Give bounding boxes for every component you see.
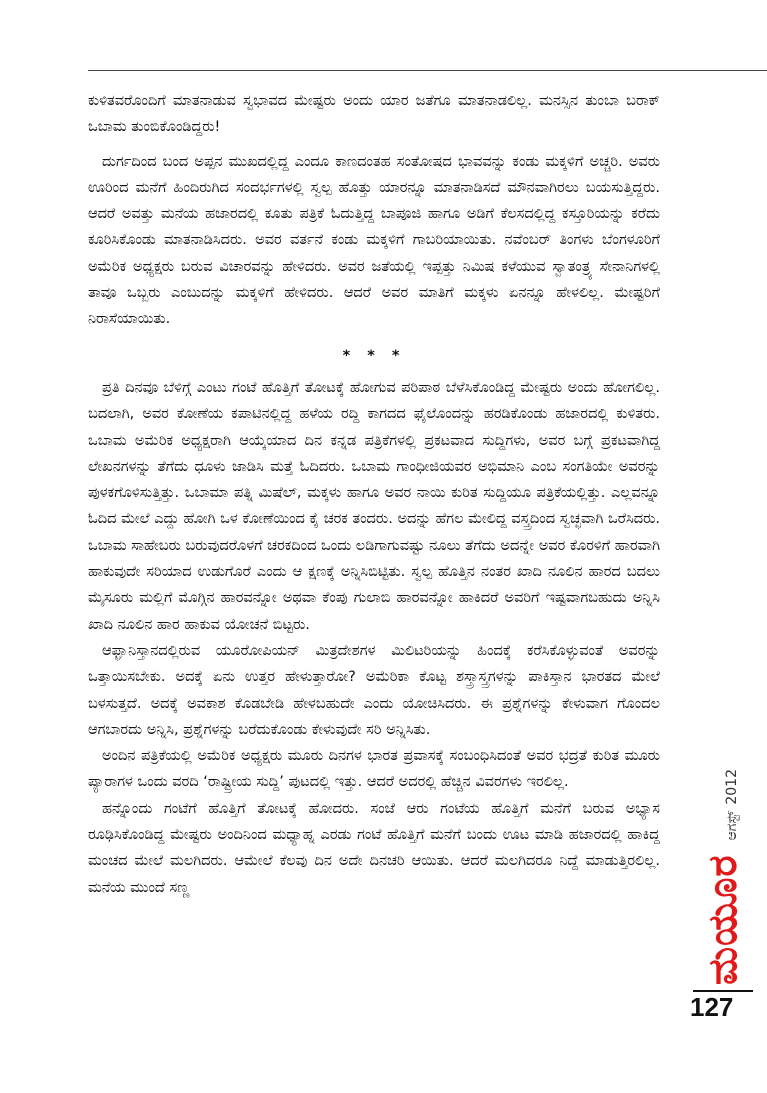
paragraph-2: ದುರ್ಗದಿಂದ ಬಂದ ಅಪ್ಪನ ಮುಖದಲ್ಲಿದ್ದ ಎಂದೂ ಕಾಣದಂತಹ ಸಂತೋಷದ ಭಾವವನ್ನು ಕಂಡು ಮಕ್ಕಳಿಗೆ ಅಚ್ಚರಿ. ಅವರು ಊರಿಂದ ಮನೆಗೆ ಹಿಂದಿರುಗಿದ ಸಂದರ್ಭಗಳಲ್ಲಿ ಸ್ವಲ್ಪ ಹೊತ್ತು ಯಾರನ್ನೂ ಮಾತನಾಡಿಸದೆ ಮೌನವಾಗಿರಲು ಬಯಸುತ್ತಿದ್ದರು. ಆದರೆ ಅವತ್ತು ಮನೆಯ ಹಜಾರದಲ್ಲಿ ಕೂತು ಪತ್ರಿಕೆ ಓದುತ್ತಿದ್ದ ಬಾಪೂಜಿ ಹಾಗೂ ಅಡಿಗೆ ಕೆಲಸದಲ್ಲಿದ್ದ ಕಸ್ತೂರಿಯನ್ನು ಕರೆದು ಕೂರಿಸಿಕೊಂಡು ಮಾತನಾಡಿಸಿದರು. ಅವರ ವರ್ತನೆ ಕಂಡು ಮಕ್ಕಳಿಗೆ ಗಾಬರಿಯಾಯಿತು. ನವೆಂಬರ್ ತಿಂಗಳು ಬೆಂಗಳೂರಿಗೆ ಅಮೆರಿಕ ಅಧ್ಯಕ್ಷರು ಬರುವ ವಿಚಾರವನ್ನು ಹೇಳಿದರು. ಅವರ ಜತೆಯಲ್ಲಿ ಇಪ್ಪತ್ತು ನಿಮಿಷ ಕಳೆಯುವ ಸ್ವಾತಂತ್ರ್ಯ ಸೇನಾನಿಗಳಲ್ಲಿ ತಾವೂ ಒಬ್ಬರು ಎಂಬುದನ್ನು ಮಕ್ಕಳಿಗೆ ಹೇಳಿದರು. ಆದರೆ ಅವರ ಮಾತಿಗೆ ಮಕ್ಕಳು ಏನನ್ನೂ ಹೇಳಲಿಲ್ಲ. ಮೇಷ್ಟರಿಗೆ ನಿರಾಸೆಯಾಯಿತು.	[88, 153, 660, 328]
issue-year: 2012	[724, 769, 740, 805]
paragraph-4: ಆಫ್ಘಾನಿಸ್ತಾನದಲ್ಲಿರುವ ಯೂರೋಪಿಯನ್ ಮಿತ್ರದೇಶಗಳ ಮಿಲಿಟರಿಯನ್ನು ಹಿಂದಕ್ಕೆ ಕರೆಸಿಕೊಳ್ಳುವಂತೆ ಅವರನ್ನು ಒತ್ತಾಯಿಸಬೇಕು. ಅದಕ್ಕೆ ಏನು ಉತ್ತರ ಹೇಳುತ್ತಾರೋ? ಅಮೆರಿಕಾ ಕೊಟ್ಟ ಶಸ್ತ್ರಾಸ್ತ್ರಗಳನ್ನು ಪಾಕಿಸ್ತಾನ ಭಾರತದ ಮೇಲೆ ಬಳಸುತ್ತದೆ. ಅದಕ್ಕೆ ಅವಕಾಶ ಕೊಡಬೇಡಿ ಹೇಳಬಹುದೇ ಎಂದು ಯೋಚಿಸಿದರು. ಈ ಪ್ರಶ್ನೆಗಳನ್ನು ಕೇಳುವಾಗ ಗೊಂದಲ ಆಗಬಾರದು ಅನ್ನಿಸಿ, ಪ್ರಶ್ನೆಗಳನ್ನು ಬರೆದುಕೊಂಡು ಕೇಳುವುದೇ ಸರಿ ಅನ್ನಿಸಿತು.	[88, 642, 660, 738]
paragraph-6: ಹನ್ನೊಂದು ಗಂಟೆಗೆ ಹೊತ್ತಿಗೆ ತೋಟಕ್ಕೆ ಹೋದರು. ಸಂಜೆ ಆರು ಗಂಟೆಯ ಹೊತ್ತಿಗೆ ಮನೆಗೆ ಬರುವ ಅಭ್ಯಾಸ ರೂಢಿಸಿಕೊಂಡಿದ್ದ ಮೇಷ್ಟರು ಅಂದಿನಿಂದ ಮಧ್ಯಾಹ್ನ ಎರಡು ಗಂಟೆ ಹೊತ್ತಿಗೆ ಮನೆಗೆ ಬಂದು ಊಟ ಮಾಡಿ ಹಜಾರದಲ್ಲಿ ಹಾಕಿದ್ದ ಮಂಚದ ಮೇಲೆ ಮಲಗಿದರು. ಆಮೇಲೆ ಕೆಲವು ದಿನ ಅದೇ ದಿನಚರಿ ಆಯಿತು. ಆದರೆ ಮಲಗಿದರೂ ನಿದ್ದೆ ಮಾಡುತ್ತಿರಲಿಲ್ಲ. ಮನೆಯ ಮುಂದೆ ಸಣ್ಣ	[88, 800, 660, 896]
magazine-logo: ಮಯೂರ	[700, 854, 746, 985]
paragraph-5: ಅಂದಿನ ಪತ್ರಿಕೆಯಲ್ಲಿ ಅಮೆರಿಕ ಅಧ್ಯಕ್ಷರು ಮೂರು ದಿನಗಳ ಭಾರತ ಪ್ರವಾಸಕ್ಕೆ ಸಂಬಂಧಿಸಿದಂತೆ ಅವರ ಭದ್ರತೆ ಕುರಿತ ಮೂರು ಪ್ಯಾರಾಗಳ ಒಂದು ವರದಿ ‘ರಾಷ್ಟ್ರೀಯ ಸುದ್ದಿ’ ಪುಟದಲ್ಲಿ ಇತ್ತು. ಆದರೆ ಅದರಲ್ಲಿ ಹೆಚ್ಚಿನ ವಿವರಗಳು ಇರಲಿಲ್ಲ.	[88, 748, 660, 791]
issue-month: ಆಗಸ್ಟ್	[724, 810, 740, 841]
paragraph-3: ಪ್ರತಿ ದಿನವೂ ಬೆಳಿಗ್ಗೆ ಎಂಟು ಗಂಟೆ ಹೊತ್ತಿಗೆ ತೋಟಕ್ಕೆ ಹೋಗುವ ಪರಿಪಾಠ ಬೆಳೆಸಿಕೊಂಡಿದ್ದ ಮೇಷ್ಟರು ಅಂದು ಹೋಗಲಿಲ್ಲ. ಬದಲಾಗಿ, ಅವರ ಕೋಣೆಯ ಕಪಾಟಿನಲ್ಲಿದ್ದ ಹಳೆಯ ರದ್ದಿ ಕಾಗದದ ಫೈಲೊಂದನ್ನು ಹರಡಿಕೊಂಡು ಹಜಾರದಲ್ಲಿ ಕುಳಿತರು. ಒಬಾಮ ಅಮೆರಿಕ ಅಧ್ಯಕ್ಷರಾಗಿ ಆಯ್ಕೆಯಾದ ದಿನ ಕನ್ನಡ ಪತ್ರಿಕೆಗಳಲ್ಲಿ ಪ್ರಕಟವಾದ ಸುದ್ದಿಗಳು, ಅವರ ಬಗ್ಗೆ ಪ್ರಕಟವಾಗಿದ್ದ ಲೇಖನಗಳನ್ನು ತೆಗೆದು ಧೂಳು ಜಾಡಿಸಿ ಮತ್ತೆ ಓದಿದರು. ಒಬಾಮ ಗಾಂಧೀಜಿಯವರ ಅಭಿಮಾನಿ ಎಂಬ ಸಂಗತಿಯೇ ಅವರನ್ನು ಪುಳಕಗೊಳಿಸುತ್ತಿತ್ತು. ಒಬಾಮಾ ಪತ್ನಿ ಮಿಷೆಲ್, ಮಕ್ಕಳು ಹಾಗೂ ಅವರ ನಾಯಿ ಕುರಿತ ಸುದ್ದಿಯೂ ಪತ್ರಿಕೆಯಲ್ಲಿತ್ತು. ಎಲ್ಲವನ್ನೂ ಓದಿದ ಮೇಲೆ ಎದ್ದು ಹೋಗಿ ಒಳ ಕೋಣೆಯಿಂದ ಕೈ ಚರಕ ತಂದರು. ಅದನ್ನು ಹೆಗಲ ಮೇಲಿದ್ದ ವಸ್ತ್ರದಿಂದ ಸ್ವಚ್ಛವಾಗಿ ಒರೆಸಿದರು. ಒಬಾಮ ಸಾಹೇಬರು ಬರುವುದರೊಳಗೆ ಚರಕದಿಂದ ಒಂದು ಲಡಿಗಾಗುವಷ್ಟು ನೂಲು ತೆಗೆದು ಅದನ್ನೇ ಅವರ ಕೊರಳಿಗೆ ಹಾರವಾಗಿ ಹಾಕುವುದೇ ಸರಿಯಾದ ಉಡುಗೊರೆ ಎಂದು ಆ ಕ್ಷಣಕ್ಕೆ ಅನ್ನಿಸಿಬಿಟ್ಟಿತು. ಸ್ವಲ್ಪ ಹೊತ್ತಿನ ನಂತರ ಖಾದಿ ನೂಲಿನ ಹಾರದ ಬದಲು ಮೈಸೂರು ಮಲ್ಲಿಗೆ ಮೊಗ್ಗಿನ ಹಾರವನ್ನೋ ಅಥವಾ ಕೆಂಪು ಗುಲಾಬಿ ಹಾರವನ್ನೋ ಹಾಕಿದರೆ ಅವರಿಗೆ ಇಷ್ಟವಾಗಬಹುದು ಅನ್ನಿಸಿ ಖಾದಿ ನೂಲಿನ ಹಾರ ಹಾಕುವ ಯೋಚನೆ ಬಿಟ್ಟರು.	[88, 379, 661, 633]
magazine-sidebar	[700, 769, 746, 985]
page-number: 127	[690, 992, 734, 1022]
article-body	[88, 88, 660, 901]
header-rule	[88, 70, 767, 71]
section-separator: * * *	[342, 347, 406, 364]
paragraph-1: ಕುಳಿತವರೊಂದಿಗೆ ಮಾತನಾಡುವ ಸ್ವಭಾವದ ಮೇಷ್ಟರು ಅಂದು ಯಾರ ಜತೆಗೂ ಮಾತನಾಡಲಿಲ್ಲ. ಮನಸ್ಸಿನ ತುಂಬಾ ಬರಾಕ್ ಒಬಾಮ ತುಂಬಿಕೊಂಡಿದ್ದರು!	[88, 93, 660, 136]
